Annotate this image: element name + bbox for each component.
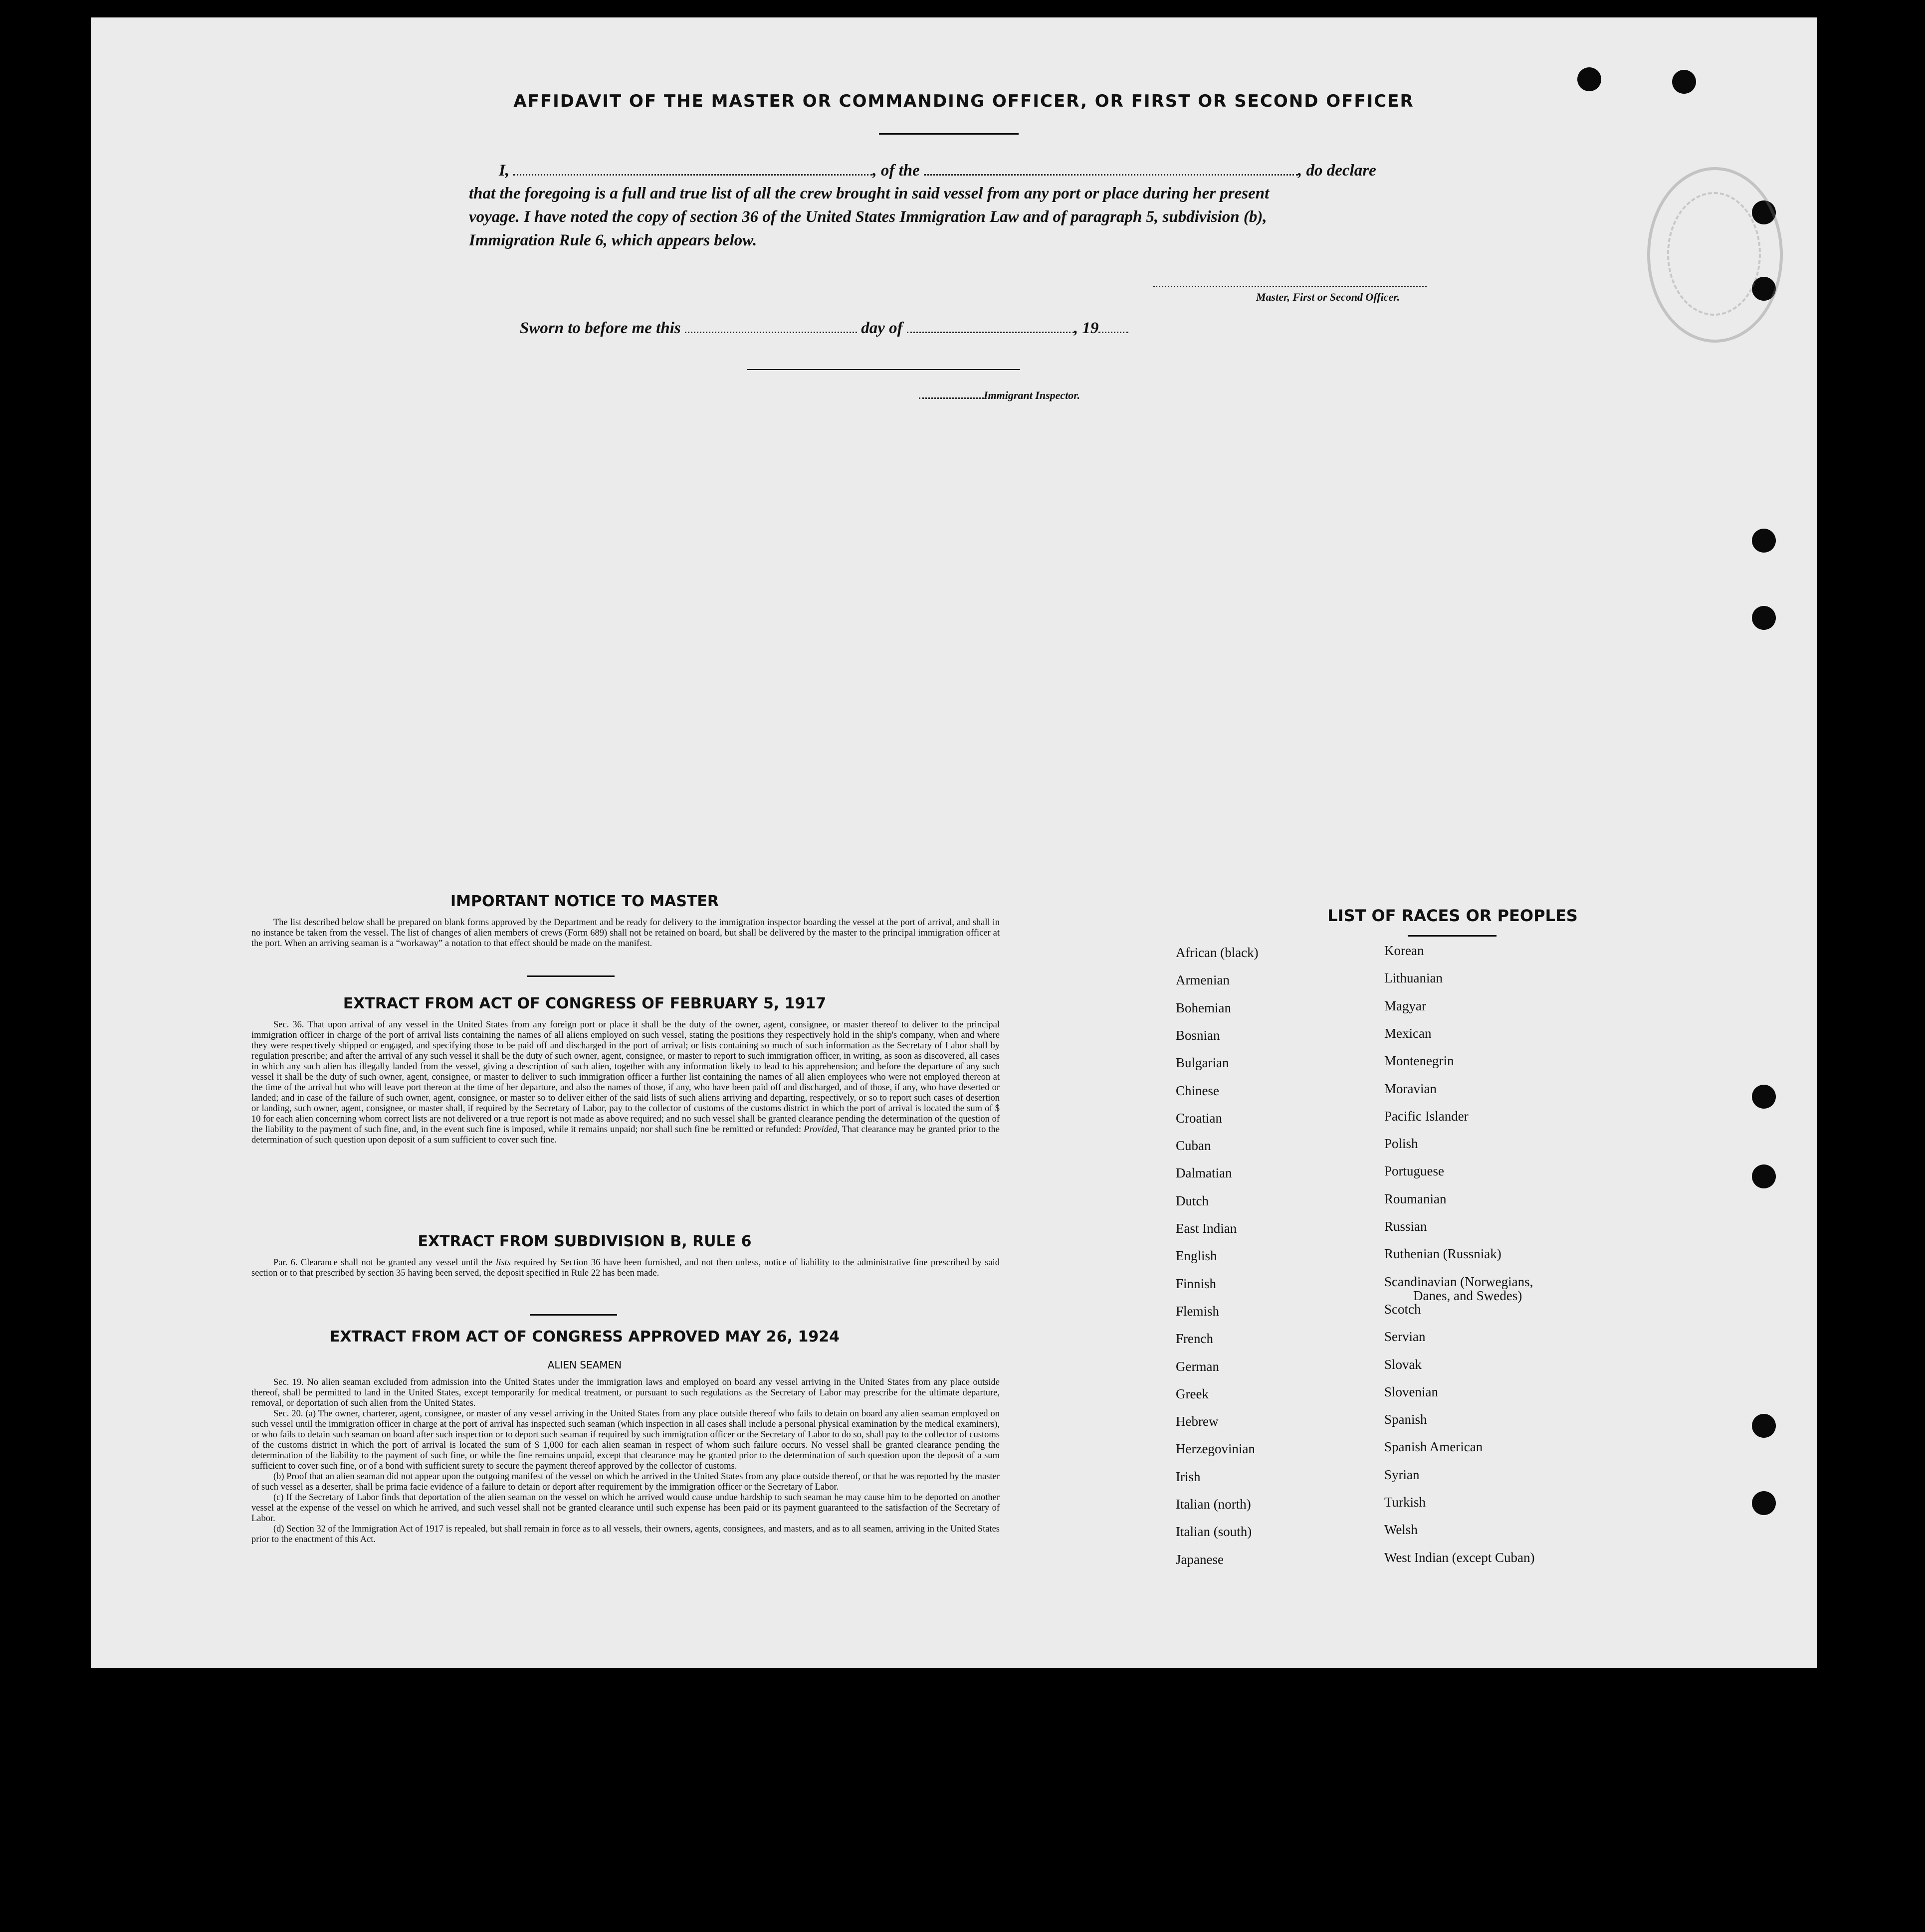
- sworn-year-blank: [1098, 319, 1128, 333]
- affidavit-of-the: , of the: [872, 162, 920, 180]
- race-item: Slovenian: [1384, 1384, 1438, 1399]
- affidavit-line-1: [499, 161, 1376, 180]
- affidavit-i: I,: [499, 162, 510, 180]
- signature-caption: Master, First or Second Officer.: [1256, 291, 1400, 303]
- extract-rule6-title: EXTRACT FROM SUBDIVISION B, RULE 6: [418, 1233, 752, 1250]
- race-item: Irish: [1176, 1469, 1201, 1484]
- affidavit-declare: , do declare: [1298, 162, 1376, 180]
- race-item: Danes, and Swedes): [1413, 1288, 1522, 1303]
- extract-1917-text: [251, 1020, 1000, 1146]
- race-item: Italian (south): [1176, 1524, 1252, 1540]
- race-item: Pacific Islander: [1384, 1108, 1469, 1124]
- race-item: West Indian (except Cuban): [1384, 1549, 1535, 1565]
- name-blank: [513, 161, 872, 176]
- punch-hole: [1752, 529, 1776, 553]
- race-item: English: [1176, 1248, 1217, 1264]
- race-item: Mexican: [1384, 1025, 1432, 1041]
- race-item: Syrian: [1384, 1467, 1420, 1482]
- extract-1917-title: EXTRACT FROM ACT OF CONGRESS OF FEBRUARY 5, 1917: [343, 995, 827, 1012]
- race-item: Finnish: [1176, 1276, 1217, 1291]
- race-item: Turkish: [1384, 1495, 1426, 1510]
- affidavit-line-3: voyage. I have noted the copy of section 36 of the United States Immigration Law and of paragraph 5, subdivision (b),: [469, 208, 1267, 226]
- race-item: Welsh: [1384, 1522, 1418, 1538]
- race-item: German: [1176, 1358, 1219, 1374]
- notice-title: IMPORTANT NOTICE TO MASTER: [450, 893, 719, 910]
- race-item: Slovak: [1384, 1356, 1422, 1372]
- punch-hole: [1752, 1491, 1776, 1515]
- extract-1924-text: [251, 1377, 1000, 1545]
- extract-1924-subtitle: ALIEN SEAMEN: [547, 1359, 622, 1371]
- extract-1924-title: EXTRACT FROM ACT OF CONGRESS APPROVED MAY 26, 1924: [330, 1328, 840, 1346]
- race-item: Herzegovinian: [1176, 1441, 1255, 1457]
- race-item: Ruthenian (Russniak): [1384, 1246, 1501, 1262]
- race-item: Bohemian: [1176, 1000, 1231, 1015]
- race-item: Scotch: [1384, 1301, 1421, 1317]
- punch-hole: [1752, 1164, 1776, 1188]
- sworn-year: , 19: [1073, 319, 1099, 337]
- race-item: Italian (north): [1176, 1497, 1251, 1512]
- punch-hole: [1672, 70, 1696, 94]
- affidavit-line-4: Immigration Rule 6, which appears below.: [469, 231, 757, 249]
- inspector-caption: [919, 389, 1080, 402]
- inspector-caption-text: Immigrant Inspector.: [984, 389, 1080, 401]
- document-page: [91, 17, 1817, 1668]
- race-item: Roumanian: [1384, 1191, 1447, 1206]
- race-item: Servian: [1384, 1329, 1426, 1345]
- sworn-line: [520, 319, 1128, 338]
- race-item: Greek: [1176, 1386, 1209, 1401]
- race-item: Montenegrin: [1384, 1053, 1454, 1069]
- extract-rule6-text: [251, 1258, 1000, 1279]
- extract-1924-paragraph: Sec. 19. No alien seaman excluded from admission into the United States under the immigration laws and employed on board any vessel arriving in the United States from any place outside thereof, shall be permitted to land in the United States, except temporarily for medical treatment, or pursuant to such regulations as the Secretary of Labor may prescribe for the ultimate departure, removal, or deportation of such alien from the United States.: [251, 1377, 1000, 1408]
- rule6-start: Par. 6. Clearance shall not be granted any vessel until the: [273, 1258, 493, 1268]
- race-item: Chinese: [1176, 1083, 1219, 1098]
- affidavit-line-2: that the foregoing is a full and true list of all the crew brought in said vessel from any port or place during her present: [469, 185, 1270, 202]
- inspector-blank: [919, 389, 984, 399]
- races-title: LIST OF RACES OR PEOPLES: [1327, 906, 1578, 925]
- race-item: Lithuanian: [1384, 970, 1443, 986]
- race-item: Moravian: [1384, 1081, 1437, 1096]
- faded-stamp-inner: [1667, 192, 1761, 316]
- race-item: Scandinavian (Norwegians,: [1384, 1274, 1533, 1289]
- punch-hole: [1577, 67, 1601, 91]
- race-item: Dalmatian: [1176, 1165, 1232, 1181]
- race-item: Portuguese: [1384, 1163, 1444, 1179]
- extract-1924-paragraph: (d) Section 32 of the Immigration Act of 1917 is repealed, but shall remain in force as to all vessels, their owners, agents, consignees, and masters, and as to all seamen, arriving in the United States prior to the enactment of this Act.: [251, 1524, 1000, 1545]
- race-item: Japanese: [1176, 1551, 1224, 1567]
- divider: [527, 975, 615, 977]
- notice-text: The list described below shall be prepared on blank forms approved by the Department and be ready for delivery to the immigration inspector boarding the vessel at the port of arrival, and shall in no instance be taken from the vessel. The list of changes of alien members of crews (Form 689) shall not be retained on board, but shall be delivered by the master to the principal immigration officer at the port. When an arriving seaman is a “workaway” a notation to that effect should be made on the manifest.: [251, 918, 1000, 949]
- divider: [1408, 935, 1497, 937]
- race-item: Magyar: [1384, 998, 1426, 1013]
- race-item: Dutch: [1176, 1193, 1209, 1208]
- vessel-blank: [924, 161, 1298, 176]
- punch-hole: [1752, 606, 1776, 630]
- race-item: Russian: [1384, 1219, 1427, 1234]
- sworn-prefix: Sworn to before me this: [520, 319, 681, 337]
- extract-1924-paragraph: Sec. 20. (a) The owner, charterer, agent, consignee, or master of any vessel arriving in the United States from any place outside thereof who fails to detain on board any alien seaman employed on such vessel until the immigration officer in charge at the port of arrival has inspected such seaman (which inspection in all cases shall include a personal physical examination by the medical examiners), or who fails to detain such seaman on board after such inspection or to deport such seaman if required by such immigration officer or the Secretary of Labor to do so, shall pay to the collector of customs of the customs district in which the port of arrival is located the sum of $ 1,000 for each alien seaman in respect of whom such failure occurs. No vessel shall be granted clearance pending the determination of the liability to the payment of such fine, or while the fine remains unpaid, except that clearance may be granted prior to the determination of such question upon the deposit of a sum sufficient to cover such fine, or of a bond with sufficient surety to secure the payment thereof approved by the collector of customs.: [251, 1409, 1000, 1471]
- punch-hole: [1752, 1085, 1776, 1109]
- rule6-end: required by Section 36 have been furnished, and not then unless, notice of liability to the administrative fine prescribed by said section or to that prescribed by section 35 having been served, the deposit specified in Rule 22 has been made.: [251, 1258, 1000, 1278]
- race-item: Flemish: [1176, 1303, 1220, 1319]
- extract-1924-paragraph: (b) Proof that an alien seaman did not appear upon the outgoing manifest of the vessel on which he arrived in the United States from any place outside thereof, or that he was reported by the master of such vessel as a deserter, shall be prima facie evidence of a failure to detain or deport after requirement by the immigration officer or the Secretary of Labor.: [251, 1472, 1000, 1492]
- race-item: Bulgarian: [1176, 1055, 1229, 1071]
- race-item: African (black): [1176, 945, 1259, 960]
- sworn-day-blank: [685, 319, 857, 333]
- race-item: Spanish American: [1384, 1439, 1483, 1455]
- race-item: French: [1176, 1331, 1213, 1347]
- race-item: Croatian: [1176, 1110, 1222, 1126]
- extract-1924-paragraph: (c) If the Secretary of Labor finds that deportation of the alien seaman on the vessel on which he arrived would cause undue hardship to such seaman he may cause him to be deported on another vessel at the expense of the vessel on which he arrived, and such vessel shall not be granted clearance until such expense has been paid or its payment guaranteed to the satisfaction of the Secretary of Labor.: [251, 1493, 1000, 1524]
- sworn-day-of: day of: [861, 319, 903, 337]
- race-item: Spanish: [1384, 1412, 1427, 1427]
- race-item: Polish: [1384, 1136, 1418, 1152]
- divider: [530, 1314, 617, 1316]
- race-item: Hebrew: [1176, 1414, 1219, 1429]
- provided-word: Provided,: [804, 1125, 840, 1135]
- inspector-signature-line: [747, 369, 1020, 370]
- sworn-month-blank: [907, 319, 1074, 333]
- affidavit-title: AFFIDAVIT OF THE MASTER OR COMMANDING OFFICER, OR FIRST OR SECOND OFFICER: [513, 91, 1414, 111]
- race-item: Bosnian: [1176, 1027, 1220, 1043]
- lists-word: lists: [496, 1258, 511, 1268]
- extract-1917-end: That clearance may be granted prior to the determination of such question upon deposit of a sum sufficient to cover such fine.: [251, 1125, 1000, 1145]
- signature-line: [1153, 286, 1427, 287]
- punch-hole: [1752, 1414, 1776, 1438]
- race-item: Korean: [1384, 943, 1424, 958]
- divider: [879, 133, 1019, 135]
- extract-1917-body: Sec. 36. That upon arrival of any vessel in the United States from any foreign port or place it shall be the duty of the owner, agent, consignee, or master thereof to deliver to the principal immigration officer in charge of the port of arrival lists containing the names of all aliens employed on such vessel, stating the positions they respectively hold in the ship's company, when and where they were respectively shipped or engaged, and specifying those to be paid off and discharged in the port of arrival; or lists containing so much of such information as the Secretary of Labor shall by regulation prescribe; and after the arrival of any such vessel it shall be the duty of such owner, agent, consignee, or master to report to such immigration officer, in writing, as soon as discovered, all cases in which any such alien has illegally landed from the vessel, giving a description of such alien, together with any information likely to lead to his apprehension; and before the departure of any such vessel it shall be the duty of such owner, agent, consignee, or master to deliver to such immigration officer a further list containing the names of all alien employees who were not employed thereon at the time of the arrival but who will leave port thereon at the time of her departure, and also the names of those, if any, who have been paid off and discharged, and of those, if any, who have deserted or landed; and in case of the failure of such owner, agent, consignee, or master so to deliver either of the said lists of such aliens arriving and departing, respectively, or so to report such cases of desertion or landing, such owner, agent, consignee, or master shall, if required by the Secretary of Labor, pay to the collector of customs of the customs district in which the port of arrival is located the sum of $ 10 for each alien concerning whom correct lists are not delivered or a true report is not made as above required; and no such vessel shall be granted clearance pending the determination of the question of the liability to the payment of such fine, and, in the event such fine is imposed, while it remains unpaid; nor shall such fine be remitted or refunded:: [251, 1020, 1000, 1135]
- race-item: Armenian: [1176, 972, 1230, 988]
- race-item: Cuban: [1176, 1138, 1211, 1154]
- race-item: East Indian: [1176, 1221, 1237, 1236]
